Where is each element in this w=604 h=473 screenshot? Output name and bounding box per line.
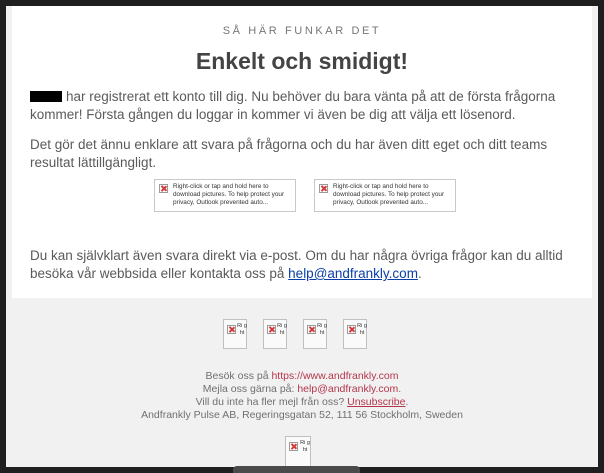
placeholder-text: Ri g ht bbox=[357, 323, 367, 336]
closing-period: . bbox=[417, 266, 422, 281]
broken-image-icon bbox=[267, 325, 276, 334]
intro-paragraph bbox=[30, 88, 575, 124]
social-image-placeholder[interactable] bbox=[343, 319, 367, 349]
horizontal-scrollbar[interactable] bbox=[233, 466, 360, 473]
placeholder-text: Ri g ht bbox=[277, 323, 287, 336]
social-image-placeholder[interactable] bbox=[263, 319, 287, 349]
broken-image-icon bbox=[159, 184, 168, 193]
footer-mail-suffix: . bbox=[398, 383, 402, 395]
redacted-name bbox=[30, 91, 62, 102]
unsubscribe-link[interactable]: Unsubscribe bbox=[347, 396, 406, 408]
placeholder-text: Ri g ht bbox=[317, 323, 327, 336]
footer-unsubscribe-line bbox=[6, 396, 598, 409]
email-content-card bbox=[12, 6, 592, 298]
logo-image-placeholder[interactable] bbox=[285, 436, 311, 467]
footer-email-link[interactable]: help@andfrankly.com bbox=[297, 383, 399, 395]
blocked-image-placeholder[interactable] bbox=[154, 179, 296, 212]
broken-image-icon bbox=[307, 325, 316, 334]
website-link[interactable]: https://www.andfrankly.com bbox=[271, 370, 399, 382]
closing-paragraph bbox=[30, 247, 575, 283]
footer-unsub-suffix: . bbox=[405, 396, 409, 408]
social-image-placeholder[interactable] bbox=[303, 319, 327, 349]
email-viewer bbox=[6, 6, 598, 467]
footer-unsub-prefix: Vill du inte ha fler mejl från oss? bbox=[195, 396, 348, 408]
social-image-placeholder[interactable] bbox=[223, 319, 247, 349]
footer-mail-prefix: Mejla oss gärna på: bbox=[202, 383, 298, 395]
blocked-image-placeholder[interactable] bbox=[314, 179, 456, 212]
support-email-link[interactable]: help@andfrankly.com bbox=[288, 266, 418, 281]
eyebrow-heading: SÅ HÄR FUNKAR DET bbox=[222, 25, 382, 37]
intro-text: har registrerat ett konto till dig. Nu behöver du bara vänta på att de första frågorna kommer! Första gången du loggar in kommer vi även be dig att välja ett lösenord. bbox=[30, 89, 556, 122]
footer-mail-line bbox=[6, 383, 598, 396]
broken-image-icon bbox=[289, 442, 298, 451]
body-paragraph: Det gör det ännu enklare att svara på frågorna och du har även ditt eget och ditt teams resultat lättillgängligt. bbox=[30, 137, 548, 170]
footer-visit-prefix: Besök oss på bbox=[205, 370, 272, 382]
broken-image-icon bbox=[319, 184, 328, 193]
placeholder-text: Right-click or tap and hold here to download pictures. To help protect your privacy, Outlook prevented auto... bbox=[333, 183, 445, 206]
social-icons-row bbox=[223, 319, 367, 349]
placeholder-text: Right-click or tap and hold here to download pictures. To help protect your privacy, Outlook prevented auto... bbox=[173, 183, 285, 206]
closing-text: Du kan självklart även svara direkt via e-post. Om du har några övriga frågor kan du alltid besöka vår webbsida eller kontakta oss på bbox=[30, 248, 563, 281]
placeholder-text: Ri g ht bbox=[300, 440, 310, 453]
footer-visit-line bbox=[6, 370, 598, 383]
broken-image-icon bbox=[347, 325, 356, 334]
broken-image-icon bbox=[227, 325, 236, 334]
email-headline: Enkelt och smidigt! bbox=[195, 48, 409, 74]
footer-address: Andfrankly Pulse AB, Regeringsgatan 52, 111 56 Stockholm, Sweden bbox=[141, 409, 463, 421]
placeholder-text: Ri g ht bbox=[237, 323, 247, 336]
